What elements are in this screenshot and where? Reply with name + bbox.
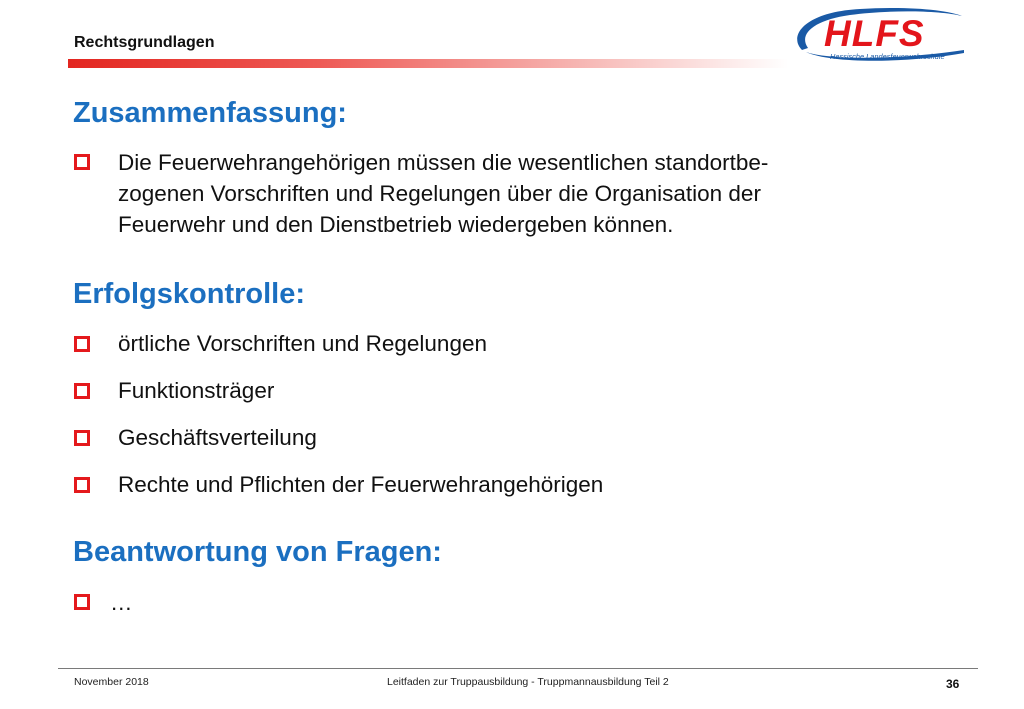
item-line: zogenen Vorschriften und Regelungen über die Organisation der xyxy=(118,181,761,206)
logo-subtitle: Hessische Landesfeuerwehrschule xyxy=(830,52,945,61)
footer-date: November 2018 xyxy=(74,676,149,688)
header-accent-bar xyxy=(68,59,788,68)
bullet-square-icon xyxy=(74,336,90,352)
bullet-square-icon xyxy=(74,477,90,493)
hlfs-logo xyxy=(788,6,968,64)
list-item: Geschäftsverteilung xyxy=(118,425,317,450)
list-item: Funktionsträger xyxy=(118,378,275,403)
bullet-square-icon xyxy=(74,430,90,446)
page-number: 36 xyxy=(946,677,960,691)
section-label: Rechtsgrundlagen xyxy=(74,34,215,51)
footer-divider xyxy=(58,668,978,669)
section-heading-erfolgskontrolle: Erfolgskontrolle: xyxy=(73,278,306,310)
footer-title: Leitfaden zur Truppausbildung - Truppmannausbildung Teil 2 xyxy=(387,676,669,688)
list-item: örtliche Vorschriften und Regelungen xyxy=(118,331,487,356)
list-item: Rechte und Pflichten der Feuerwehrangehörigen xyxy=(118,472,604,497)
logo-text: HLFS xyxy=(824,13,925,54)
bullet-square-icon xyxy=(74,154,90,170)
list-item: … xyxy=(110,590,133,615)
bullet-square-icon xyxy=(74,383,90,399)
section-heading-beantwortung: Beantwortung von Fragen: xyxy=(73,536,442,568)
section-heading-zusammenfassung: Zusammenfassung: xyxy=(73,97,347,129)
item-line: Feuerwehr und den Dienstbetrieb wiedergeben können. xyxy=(118,212,674,237)
list-item xyxy=(118,147,768,240)
bullet-square-icon xyxy=(74,594,90,610)
item-line: Die Feuerwehrangehörigen müssen die wesentlichen standortbe- xyxy=(118,150,769,175)
